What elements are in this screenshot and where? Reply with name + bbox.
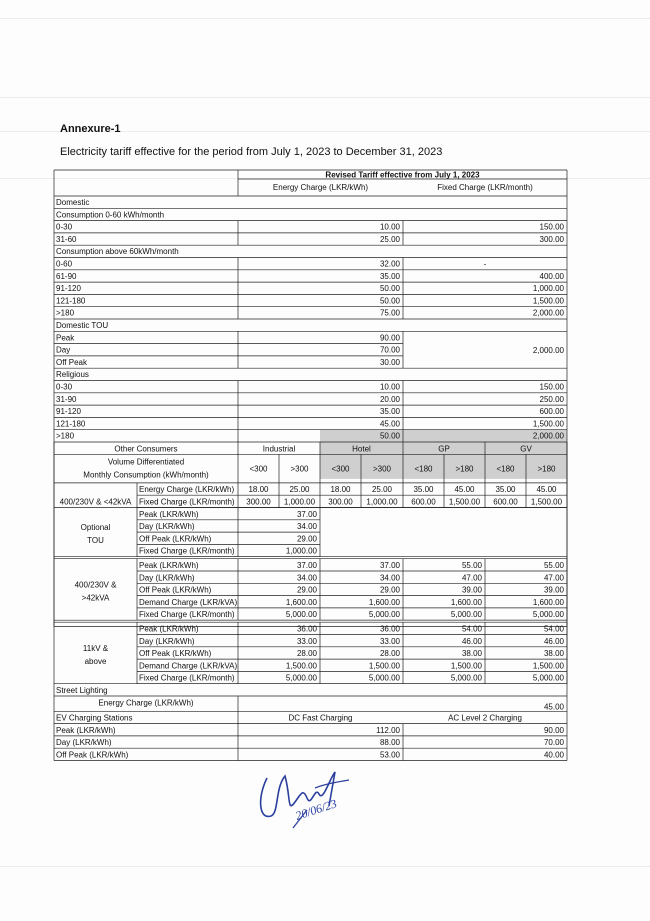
domestic-above-60-fixed: 400.00: [539, 271, 564, 281]
domestic-tou-label: Day: [56, 345, 71, 355]
domestic-above-60-label: 61-90: [56, 271, 77, 281]
religious-energy: 10.00: [379, 382, 400, 392]
above-42kva-charge-value: 37.00: [379, 561, 400, 570]
11kv-charge-type: Day (LKR/kWh): [139, 636, 195, 646]
11kv-charge-value: 1,500.00: [285, 661, 317, 671]
domestic-tou-label: Off Peak: [56, 357, 87, 367]
11kv-charge-value: 28.00: [296, 649, 317, 659]
street-lighting-label: Energy Charge (LKR/kWh): [98, 698, 194, 708]
above-42kva-charge-value: 1,600.00: [368, 597, 400, 607]
handwritten-signature: [245, 758, 375, 848]
ev-ac-value: 40.00: [543, 750, 564, 760]
domestic-above-60-fixed: 1,500.00: [532, 296, 564, 306]
volume-charge-value: 300.00: [328, 497, 353, 507]
block-label-tou: TOU: [87, 536, 104, 546]
ev-charging-title: EV Charging Stations: [56, 713, 133, 723]
volume-charge-value: 45.00: [536, 485, 557, 495]
threshold-cell: <180: [414, 464, 433, 474]
11kv-label-line1: 11kV &: [82, 643, 109, 653]
domestic-0-60-row-fixed: 150.00: [539, 222, 564, 232]
ev-rate-label: Day (LKR/kWh): [56, 738, 112, 748]
ev-ac-level2-header: AC Level 2 Charging: [448, 713, 522, 723]
optional-tou-type: Fixed Charge (LKR/month): [139, 546, 235, 556]
religious-energy: 50.00: [379, 431, 400, 441]
11kv-charge-type: Peak (LKR/kWh): [139, 624, 199, 634]
volume-charge-value: 300.00: [246, 497, 271, 507]
above-42kva-charge-value: 5,000.00: [532, 610, 564, 620]
above-42kva-label-line1: 400/230V &: [74, 580, 117, 590]
header-fixed-charge: Fixed Charge (LKR/month): [437, 183, 533, 192]
optional-tou-value: 34.00: [296, 522, 317, 532]
11kv-charge-value: 5,000.00: [368, 673, 400, 683]
above-42kva-charge-type: Day (LKR/kWh): [139, 573, 195, 583]
domestic-tou-fixed: 2,000.00: [532, 345, 564, 355]
11kv-label-line2: above: [84, 656, 107, 666]
religious-fixed: 1,500.00: [532, 419, 564, 429]
optional-tou-type: Off Peak (LKR/kWh): [139, 534, 212, 544]
above-42kva-charge-value: 37.00: [296, 561, 317, 570]
domestic-above-60-energy: 35.00: [379, 271, 400, 281]
domestic-above-60-label: 91-120: [56, 284, 81, 294]
religious-energy: 20.00: [379, 394, 400, 404]
above-42kva-charge-value: 34.00: [379, 573, 400, 583]
domestic-tou-label: Peak: [56, 333, 75, 343]
11kv-charge-value: 33.00: [296, 636, 317, 646]
monthly-consumption-label: Monthly Consumption (kWh/month): [83, 470, 209, 480]
above-42kva-charge-value: 34.00: [296, 573, 317, 583]
11kv-charge-value: 46.00: [461, 636, 482, 646]
11kv-charge-value: 5,000.00: [532, 673, 564, 683]
domestic-above-60-label: 0-60: [56, 259, 73, 269]
religious-fixed: 2,000.00: [532, 431, 564, 441]
volume-charge-value: 600.00: [411, 497, 436, 507]
ev-ac-value: 70.00: [543, 738, 564, 748]
religious-label: 0-30: [56, 382, 73, 392]
religious-energy: 45.00: [379, 419, 400, 429]
11kv-charge-value: 54.00: [461, 624, 482, 634]
domestic-above-60-energy: 75.00: [379, 308, 400, 318]
volume-charge-value: 35.00: [495, 485, 516, 495]
11kv-charge-value: 28.00: [379, 649, 400, 659]
religious-fixed: 250.00: [539, 394, 564, 404]
11kv-charge-value: 1,500.00: [450, 661, 482, 671]
volume-charge-value: 18.00: [330, 485, 351, 495]
domestic-above-60-fixed: 1,000.00: [532, 284, 564, 294]
signature-date: 20/06/23: [293, 796, 339, 823]
11kv-charge-value: 46.00: [543, 636, 564, 646]
above-42kva-charge-value: 39.00: [461, 585, 482, 595]
volume-differentiated-label: Volume Differentiated: [107, 457, 185, 467]
section-consumption-above-60: Consumption above 60kWh/month: [56, 247, 179, 257]
threshold-cell: >180: [537, 464, 556, 474]
domestic-above-60-fixed: 2,000.00: [532, 308, 564, 318]
religious-energy: 35.00: [379, 407, 400, 417]
domestic-0-60-row-label: 31-60: [56, 234, 77, 244]
ev-rate-label: Peak (LKR/kWh): [56, 725, 116, 735]
ev-dc-value: 53.00: [379, 750, 400, 760]
domestic-0-60-row-label: 0-30: [56, 222, 73, 232]
volume-charge-value: 1,500.00: [448, 497, 481, 507]
11kv-charge-type: Fixed Charge (LKR/month): [139, 673, 235, 683]
annexure-heading: Annexure-1: [60, 123, 121, 135]
ev-dc-value: 112.00: [376, 725, 400, 735]
optional-tou-value: 37.00: [296, 509, 317, 519]
above-42kva-charge-value: 39.00: [543, 585, 564, 595]
other-consumers-title: Other Consumers: [114, 444, 178, 454]
above-42kva-label-line2: >42kVA: [81, 593, 110, 603]
volume-charge-value: 45.00: [454, 485, 475, 495]
11kv-charge-value: 5,000.00: [285, 673, 317, 683]
domestic-above-60-energy: 50.00: [379, 284, 400, 294]
11kv-charge-value: 38.00: [543, 649, 564, 659]
11kv-charge-value: 33.00: [379, 636, 400, 646]
ev-rate-label: Off Peak (LKR/kWh): [56, 750, 129, 760]
above-42kva-charge-value: 5,000.00: [285, 610, 317, 620]
street-lighting-title: Street Lighting: [56, 686, 108, 695]
volume-charge-value: 1,000.00: [283, 497, 316, 507]
11kv-charge-value: 36.00: [379, 624, 400, 634]
optional-tou-type: Day (LKR/kWh): [139, 522, 195, 532]
section-domestic: Domestic: [56, 198, 90, 207]
volume-charge-value: 1,500.00: [530, 497, 563, 507]
above-42kva-charge-type: Off Peak (LKR/kWh): [139, 585, 212, 595]
domestic-0-60-row-energy: 25.00: [379, 234, 400, 244]
threshold-cell: <300: [249, 464, 268, 474]
consumer-group-industrial: Industrial: [262, 444, 296, 454]
above-42kva-charge-value: 29.00: [296, 585, 317, 595]
section-consumption-0-60: Consumption 0-60 kWh/month: [56, 210, 165, 220]
volume-charge-type: Fixed Charge (LKR/month): [139, 497, 235, 507]
threshold-cell: >180: [455, 464, 474, 474]
volume-charge-value: 25.00: [371, 485, 393, 495]
11kv-charge-type: Off Peak (LKR/kWh): [139, 649, 212, 659]
header-main: Revised Tariff effective from July 1, 2023: [325, 170, 480, 180]
domestic-above-60-fixed: -: [483, 259, 487, 269]
religious-label: 31-90: [56, 394, 77, 404]
above-42kva-charge-value: 1,600.00: [450, 597, 482, 607]
above-42kva-charge-value: 5,000.00: [368, 610, 400, 620]
11kv-charge-value: 54.00: [543, 624, 564, 634]
block-label-optional: Optional: [80, 523, 111, 533]
document-subtitle: Electricity tariff effective for the period from July 1, 2023 to December 31, 2023: [60, 146, 443, 158]
above-42kva-charge-type: Fixed Charge (LKR/month): [139, 610, 235, 620]
above-42kva-charge-type: Demand Charge (LKR/kVA): [139, 597, 238, 607]
religious-fixed: 150.00: [539, 382, 564, 392]
above-42kva-charge-value: 47.00: [543, 573, 564, 583]
11kv-charge-type: Demand Charge (LKR/kVA): [139, 661, 238, 671]
11kv-charge-value: 36.00: [296, 624, 317, 634]
above-42kva-charge-value: 55.00: [461, 561, 482, 570]
consumer-group-gv: GV: [520, 444, 532, 454]
domestic-above-60-energy: 50.00: [379, 296, 400, 306]
optional-tou-type: Peak (LKR/kWh): [139, 509, 199, 519]
above-42kva-charge-value: 47.00: [461, 573, 482, 583]
religious-label: 121-180: [56, 419, 86, 429]
domestic-above-60-energy: 32.00: [379, 259, 400, 269]
domestic-tou-energy: 30.00: [379, 357, 400, 367]
threshold-cell: >300: [372, 464, 392, 474]
threshold-cell: >300: [290, 464, 309, 474]
volume-charge-value: 600.00: [493, 497, 518, 507]
street-lighting-value: 45.00: [543, 702, 564, 712]
threshold-cell: <300: [331, 464, 350, 474]
volume-charge-value: 18.00: [248, 485, 269, 495]
consumer-group-hotel: Hotel: [352, 444, 371, 454]
11kv-charge-value: 1,500.00: [368, 661, 400, 671]
header-energy-charge: Energy Charge (LKR/kWh): [272, 183, 369, 192]
domestic-0-60-row-fixed: 300.00: [539, 234, 564, 244]
volume-charge-value: 1,000.00: [366, 497, 398, 507]
11kv-charge-value: 1,500.00: [532, 661, 564, 671]
optional-tou-value: 1,000.00: [285, 546, 317, 556]
religious-label: >180: [56, 431, 75, 441]
volume-charge-value: 35.00: [413, 485, 434, 495]
volume-charge-type: Energy Charge (LKR/kWh): [139, 485, 235, 495]
above-42kva-charge-value: 1,600.00: [285, 597, 317, 607]
ev-dc-fast-header: DC Fast Charging: [288, 713, 353, 723]
volume-charge-value: 25.00: [289, 485, 310, 495]
above-42kva-charge-value: 5,000.00: [450, 610, 482, 620]
ev-dc-value: 88.00: [379, 738, 400, 748]
domestic-0-60-row-energy: 10.00: [379, 222, 400, 232]
above-42kva-charge-type: Peak (LKR/kWh): [139, 561, 199, 570]
above-42kva-charge-value: 55.00: [543, 561, 564, 570]
domestic-tou-energy: 70.00: [379, 345, 400, 355]
optional-tou-value: 29.00: [296, 534, 317, 544]
block-label-400v-below-42kva: 400/230V & <42kVA: [59, 497, 132, 507]
section-domestic-tou: Domestic TOU: [56, 321, 109, 330]
religious-fixed: 600.00: [539, 407, 564, 417]
domestic-tou-energy: 90.00: [379, 333, 400, 343]
11kv-charge-value: 38.00: [461, 649, 482, 659]
religious-label: 91-120: [56, 407, 81, 417]
11kv-charge-value: 5,000.00: [450, 673, 482, 683]
domestic-above-60-label: 121-180: [56, 296, 86, 306]
ev-ac-value: 90.00: [543, 725, 564, 735]
above-42kva-charge-value: 29.00: [379, 585, 400, 595]
consumer-group-gp: GP: [438, 444, 450, 454]
threshold-cell: <180: [496, 464, 515, 474]
section-religious: Religious: [56, 370, 89, 380]
above-42kva-charge-value: 1,600.00: [532, 597, 564, 607]
domestic-above-60-label: >180: [56, 308, 75, 318]
